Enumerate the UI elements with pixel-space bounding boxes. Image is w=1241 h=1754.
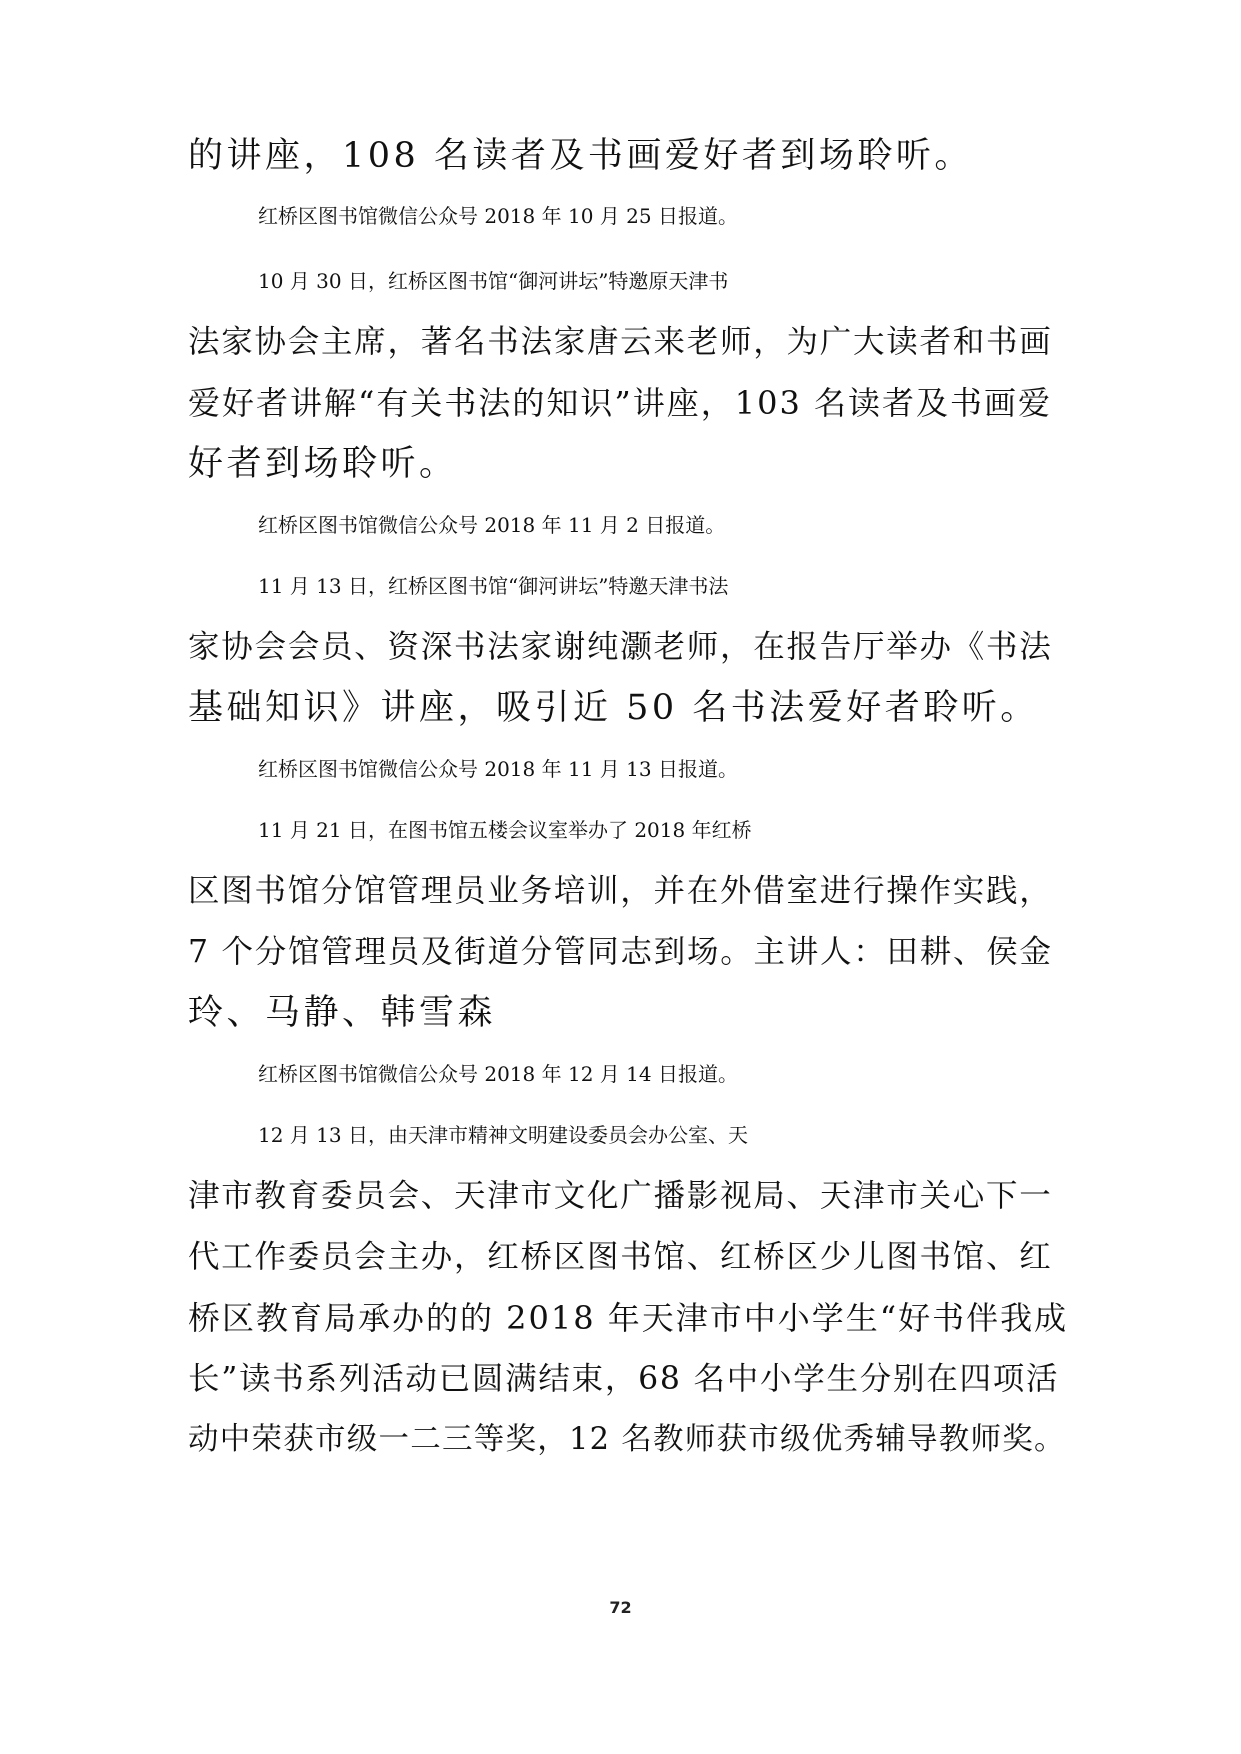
text-line: 津市教育委员会、天津市文化广播影视局、天津市关心下一 <box>188 1178 1053 1214</box>
text-line: 红桥区图书馆微信公众号 2018 年 10 月 25 日报道。 <box>258 204 738 228</box>
text-line: 基础知识》讲座，吸引近 50 名书法爱好者聆听。 <box>188 688 1039 728</box>
text-line: 爱好者讲解“有关书法的知识”讲座，103 名读者及书画爱 <box>188 384 1052 422</box>
text-line: 的讲座，108 名读者及书画爱好者到场聆听。 <box>188 136 973 176</box>
text-line: 7 个分馆管理员及街道分管同志到场。主讲人：田耕、侯金 <box>188 934 1053 970</box>
text-line: 好者到场聆听。 <box>188 444 458 484</box>
text-line: 11 月 21 日，在图书馆五楼会议室举办了 2018 年红桥 <box>258 818 752 842</box>
text-line: 法家协会主席，著名书法家唐云来老师，为广大读者和书画 <box>188 324 1053 360</box>
page-number: 72 <box>609 1598 632 1617</box>
text-line: 12 月 13 日，由天津市精神文明建设委员会办公室、天 <box>258 1123 748 1147</box>
text-line: 红桥区图书馆微信公众号 2018 年 11 月 2 日报道。 <box>258 513 726 537</box>
text-line: 区图书馆分馆管理员业务培训，并在外借室进行操作实践， <box>188 873 1053 909</box>
text-line: 长”读书系列活动已圆满结束，68 名中小学生分别在四项活 <box>188 1361 1060 1397</box>
text-line: 红桥区图书馆微信公众号 2018 年 11 月 13 日报道。 <box>258 757 738 781</box>
text-line: 代工作委员会主办，红桥区图书馆、红桥区少儿图书馆、红 <box>188 1239 1053 1275</box>
text-line: 桥区教育局承办的的 2018 年天津市中小学生“好书伴我成 <box>188 1299 1069 1337</box>
text-line: 10 月 30 日，红桥区图书馆“御河讲坛”特邀原天津书 <box>258 269 729 293</box>
text-line: 动中荣获市级一二三等奖，12 名教师获市级优秀辅导教师奖。 <box>188 1422 1066 1457</box>
text-line: 玲、马静、韩雪森 <box>188 993 497 1033</box>
text-line: 11 月 13 日，红桥区图书馆“御河讲坛”特邀天津书法 <box>258 574 729 598</box>
text-line: 红桥区图书馆微信公众号 2018 年 12 月 14 日报道。 <box>258 1062 738 1086</box>
text-line: 家协会会员、资深书法家谢纯灏老师，在报告厅举办《书法 <box>188 629 1053 665</box>
